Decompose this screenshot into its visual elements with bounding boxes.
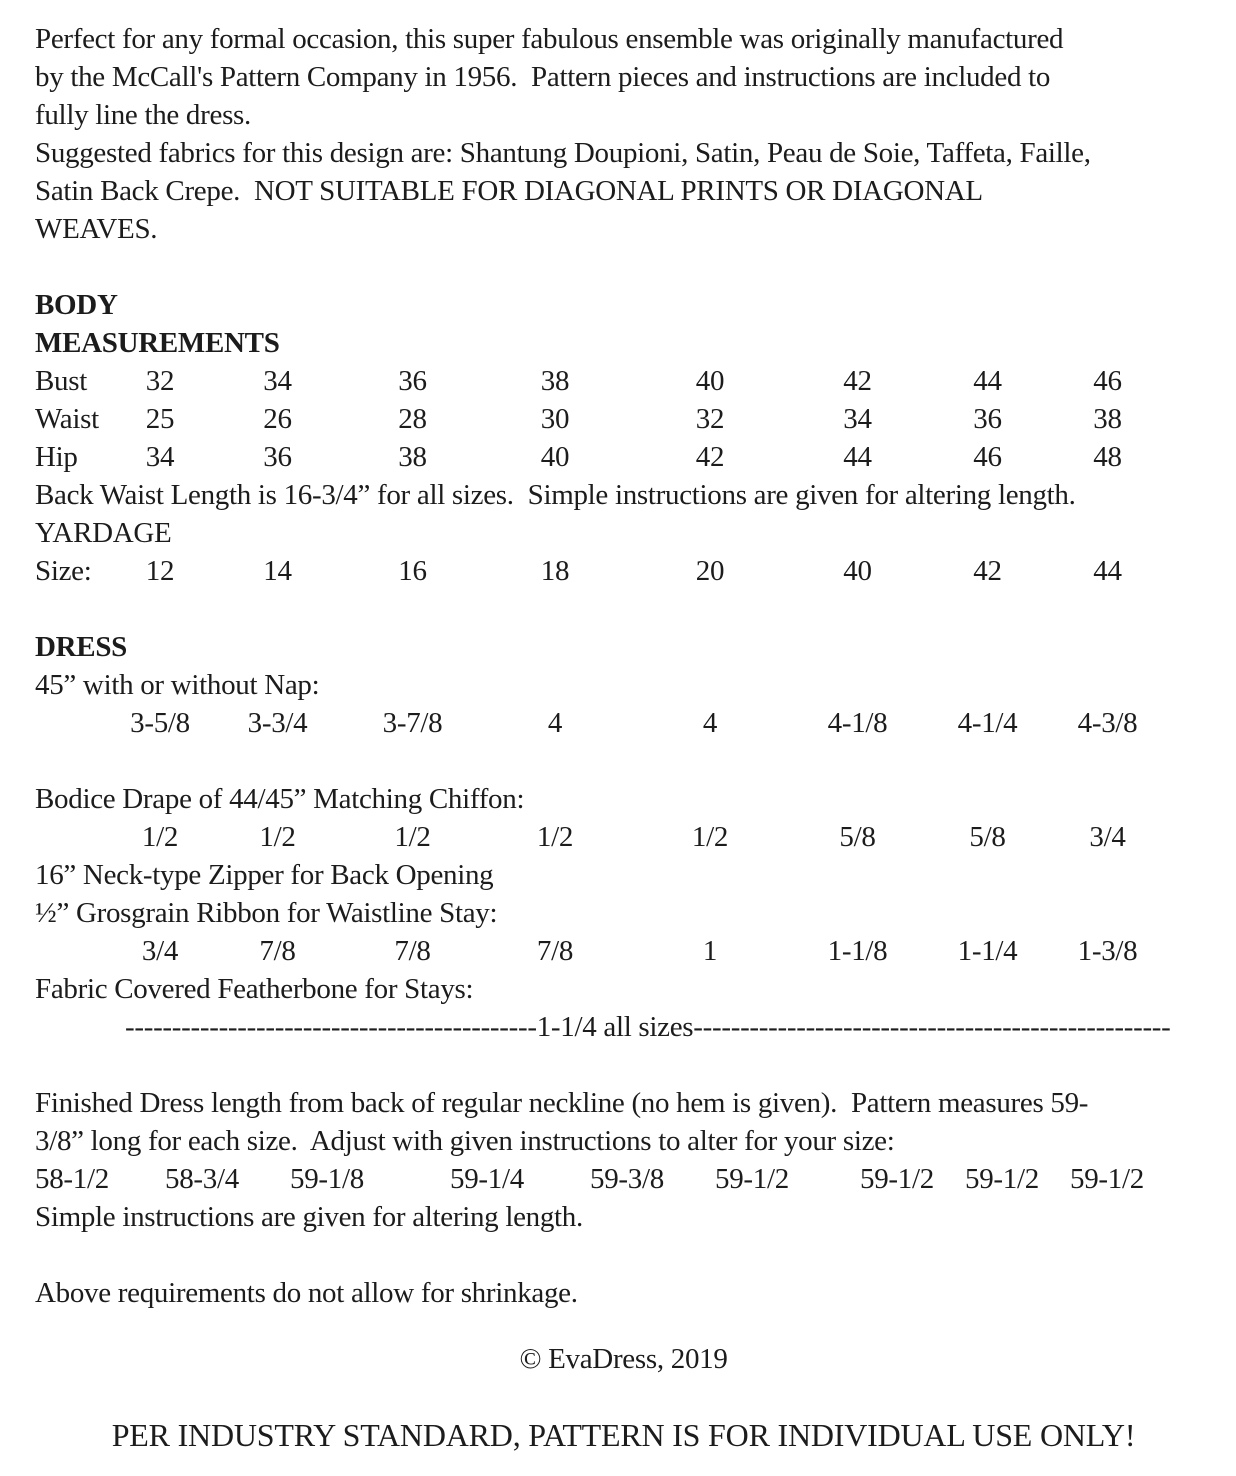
back-waist-note: Back Waist Length is 16-3/4” for all sizes. Simple instructions are given for altering length. (35, 479, 1076, 511)
hip-cell: 38 (398, 441, 427, 473)
nap-cell: 4-1/4 (957, 707, 1018, 739)
ribbon-cell: 1 (702, 935, 718, 967)
size-cell: 14 (263, 555, 292, 587)
length-cell: 59-3/8 (590, 1163, 664, 1195)
fabrics-line: Satin Back Crepe. NOT SUITABLE FOR DIAGONAL PRINTS OR DIAGONAL (35, 175, 983, 207)
zipper-line: 16” Neck-type Zipper for Back Opening (35, 859, 494, 891)
row-label: Size: (35, 555, 92, 587)
hip-cell: 44 (843, 441, 872, 473)
ribbon-cell: 1-3/8 (1077, 935, 1138, 967)
footer-notice: PER INDUSTRY STANDARD, PATTERN IS FOR INDIVIDUAL USE ONLY! (111, 1417, 1136, 1453)
length-cell: 59-1/2 (860, 1163, 934, 1195)
waist-cell: 25 (145, 403, 175, 435)
hip-cell: 42 (695, 441, 725, 473)
row-label: Hip (35, 441, 78, 473)
shrinkage-note: Above requirements do not allow for shrinkage. (35, 1277, 578, 1309)
bust-cell: 46 (1093, 365, 1122, 397)
waist-cell: 34 (843, 403, 872, 435)
chiffon-cell: 1/2 (691, 821, 729, 853)
hip-cell: 34 (145, 441, 175, 473)
finished-length-paragraph (35, 1084, 1212, 1160)
body-measurements-heading-line-2: MEASUREMENTS (35, 327, 280, 359)
ribbon-values-row (35, 932, 1212, 970)
hip-row (35, 438, 1212, 476)
blank-line (35, 590, 1212, 628)
bust-cell: 44 (973, 365, 1002, 397)
hip-cell: 46 (973, 441, 1002, 473)
body-measurements-heading-line-1: BODY (35, 289, 118, 321)
yardage-heading: YARDAGE (35, 517, 172, 549)
length-cell: 59-1/8 (290, 1163, 364, 1195)
chiffon-cell: 1/2 (536, 821, 574, 853)
featherbone-all-sizes-line: --------------------------------------------1-1/4 all sizes--------------------------------------------------- (125, 1011, 1171, 1043)
length-cell: 59-1/4 (450, 1163, 524, 1195)
ribbon-cell: 1-1/4 (957, 935, 1018, 967)
row-label: Bust (35, 365, 87, 397)
chiffon-cell: 1/2 (141, 821, 179, 853)
length-cell: 59-1/2 (965, 1163, 1039, 1195)
chiffon-cell: 1/2 (394, 821, 431, 853)
blank-line (35, 1046, 1212, 1084)
ribbon-cell: 3/4 (141, 935, 179, 967)
waist-cell: 36 (973, 403, 1002, 435)
featherbone-label: Fabric Covered Featherbone for Stays: (35, 973, 474, 1005)
row-indent (35, 704, 110, 742)
intro-line: Perfect for any formal occasion, this super fabulous ensemble was originally manufactured (35, 23, 1064, 55)
ribbon-cell: 1-1/8 (827, 935, 888, 967)
chiffon-cell: 5/8 (969, 821, 1006, 853)
intro-line: by the McCall's Pattern Company in 1956. Pattern pieces and instructions are included to (35, 61, 1051, 93)
intro-paragraph-1 (35, 20, 1212, 134)
bust-cell: 36 (398, 365, 427, 397)
ribbon-cell: 7/8 (394, 935, 431, 967)
finished-lengths-row (35, 1160, 1212, 1198)
blank-line (35, 248, 1212, 286)
bust-cell: 32 (145, 365, 175, 397)
waist-cell: 32 (695, 403, 725, 435)
ribbon-cell: 7/8 (259, 935, 296, 967)
row-label: Waist (35, 403, 99, 435)
nap-cell: 3-3/4 (247, 707, 308, 739)
size-cell: 12 (145, 555, 175, 587)
hip-cell: 40 (540, 441, 570, 473)
size-cell: 20 (695, 555, 725, 587)
copyright: © EvaDress, 2019 (519, 1343, 728, 1375)
nap-cell: 4-1/8 (827, 707, 888, 739)
ribbon-cell: 7/8 (536, 935, 574, 967)
bust-row (35, 362, 1212, 400)
chiffon-label: Bodice Drape of 44/45” Matching Chiffon: (35, 783, 525, 815)
waist-cell: 38 (1093, 403, 1122, 435)
bust-cell: 34 (263, 365, 292, 397)
chiffon-values-row (35, 818, 1212, 856)
size-cell: 42 (973, 555, 1002, 587)
size-cell: 18 (540, 555, 570, 587)
hip-cell: 48 (1093, 441, 1122, 473)
waist-cell: 26 (263, 403, 292, 435)
nap-cell: 4-3/8 (1077, 707, 1138, 739)
size-row (35, 552, 1212, 590)
size-cell: 40 (843, 555, 872, 587)
nap-cell: 4 (547, 707, 563, 739)
bust-cell: 42 (843, 365, 872, 397)
waist-cell: 30 (540, 403, 570, 435)
length-cell: 59-1/2 (715, 1163, 789, 1195)
fabrics-line: Suggested fabrics for this design are: Shantung Doupioni, Satin, Peau de Soie, Taffeta, Faille, (35, 137, 1091, 169)
chiffon-cell: 3/4 (1089, 821, 1126, 853)
nap-values-row (35, 704, 1212, 742)
blank-line (35, 1236, 1212, 1274)
nap-cell: 4 (702, 707, 718, 739)
size-cell: 44 (1093, 555, 1122, 587)
nap-cell: 3-5/8 (130, 707, 190, 739)
nap-label: 45” with or without Nap: (35, 669, 320, 701)
waist-cell: 28 (398, 403, 427, 435)
dress-heading: DRESS (35, 631, 127, 663)
ribbon-label: ½” Grosgrain Ribbon for Waistline Stay: (35, 897, 498, 929)
length-cell: 58-1/2 (35, 1163, 109, 1195)
hip-cell: 36 (263, 441, 292, 473)
bust-cell: 40 (695, 365, 725, 397)
row-indent (35, 818, 110, 856)
waist-row (35, 400, 1212, 438)
finished-length-line: 3/8” long for each size. Adjust with given instructions to alter for your size: (35, 1125, 895, 1157)
nap-cell: 3-7/8 (382, 707, 443, 739)
length-cell: 58-3/4 (165, 1163, 239, 1195)
blank-line (35, 1378, 1212, 1416)
bust-cell: 38 (540, 365, 570, 397)
row-indent (35, 932, 110, 970)
size-cell: 16 (398, 555, 427, 587)
altering-note: Simple instructions are given for altering length. (35, 1201, 583, 1233)
fabrics-line: WEAVES. (35, 213, 158, 245)
blank-line (35, 742, 1212, 780)
chiffon-cell: 5/8 (839, 821, 876, 853)
intro-line: fully line the dress. (35, 99, 251, 131)
blank-line (35, 1312, 1212, 1340)
length-cell: 59-1/2 (1070, 1163, 1144, 1195)
finished-length-line: Finished Dress length from back of regular neckline (no hem is given). Pattern measures 59- (35, 1087, 1089, 1119)
intro-paragraph-2 (35, 134, 1212, 248)
chiffon-cell: 1/2 (259, 821, 296, 853)
